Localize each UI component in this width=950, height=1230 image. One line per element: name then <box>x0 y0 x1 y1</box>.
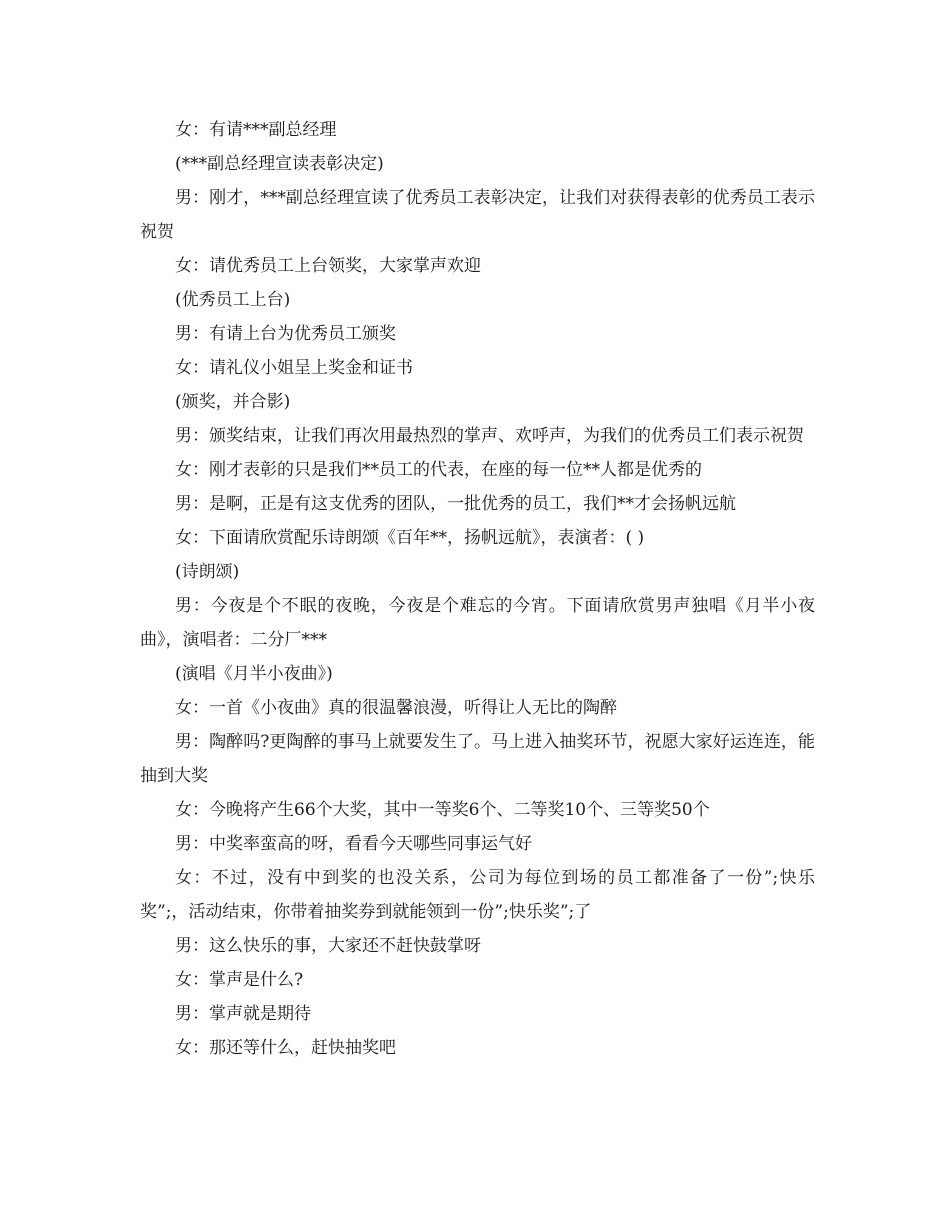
script-line: 男：今夜是个不眠的夜晚，今夜是个难忘的今宵。下面请欣赏男声独唱《月半小夜曲》，演唱者：二分厂*** <box>140 596 815 650</box>
stage-direction: (***副总经理宣读表彰决定) <box>175 154 384 174</box>
script-line: 男：是啊，正是有这支优秀的团队，一批优秀的员工，我们**才会扬帆远航 <box>175 494 736 514</box>
script-line: 女：有请***副总经理 <box>175 120 337 140</box>
document-body <box>140 113 815 1065</box>
script-line: 男：陶醉吗?更陶醉的事马上就要发生了。马上进入抽奖环节，祝愿大家好运连连，能抽到大奖 <box>140 732 815 786</box>
script-line: 女：掌声是什么? <box>175 970 304 990</box>
script-line: 女：那还等什么，赶快抽奖吧 <box>175 1038 396 1058</box>
stage-direction: (诗朗颂) <box>175 562 240 582</box>
script-line: 女：下面请欣赏配乐诗朗颂《百年**，扬帆远航》，表演者：( ) <box>175 528 645 548</box>
script-line: 女：请礼仪小姐呈上奖金和证书 <box>175 358 413 378</box>
script-line: 女：刚才表彰的只是我们**员工的代表，在座的每一位**人都是优秀的 <box>175 460 702 480</box>
stage-direction: (颁奖，并合影) <box>175 392 291 412</box>
script-line: 男：这么快乐的事，大家还不赶快鼓掌呀 <box>175 936 481 956</box>
stage-direction: (优秀员工上台) <box>175 290 291 310</box>
script-line: 女：不过，没有中到奖的也没关系，公司为每位到场的员工都准备了一份”;快乐奖”;，活动结束，你带着抽奖券到就能领到一份”;快乐奖”;了 <box>140 868 815 922</box>
script-line: 男：中奖率蛮高的呀，看看今天哪些同事运气好 <box>175 834 532 854</box>
script-line: 女：一首《小夜曲》真的很温馨浪漫，听得让人无比的陶醉 <box>175 698 617 718</box>
script-line: 女：请优秀员工上台领奖，大家掌声欢迎 <box>175 256 481 276</box>
script-line: 男：颁奖结束，让我们再次用最热烈的掌声、欢呼声，为我们的优秀员工们表示祝贺 <box>175 426 804 446</box>
script-line: 男：刚才，***副总经理宣读了优秀员工表彰决定，让我们对获得表彰的优秀员工表示祝贺 <box>140 188 815 242</box>
script-line: 女：今晚将产生66个大奖，其中一等奖6个、二等奖10个、三等奖50个 <box>175 800 710 820</box>
stage-direction: (演唱《月半小夜曲》) <box>175 664 333 684</box>
script-line: 男：掌声就是期待 <box>175 1004 311 1024</box>
script-line: 男：有请上台为优秀员工颁奖 <box>175 324 396 344</box>
